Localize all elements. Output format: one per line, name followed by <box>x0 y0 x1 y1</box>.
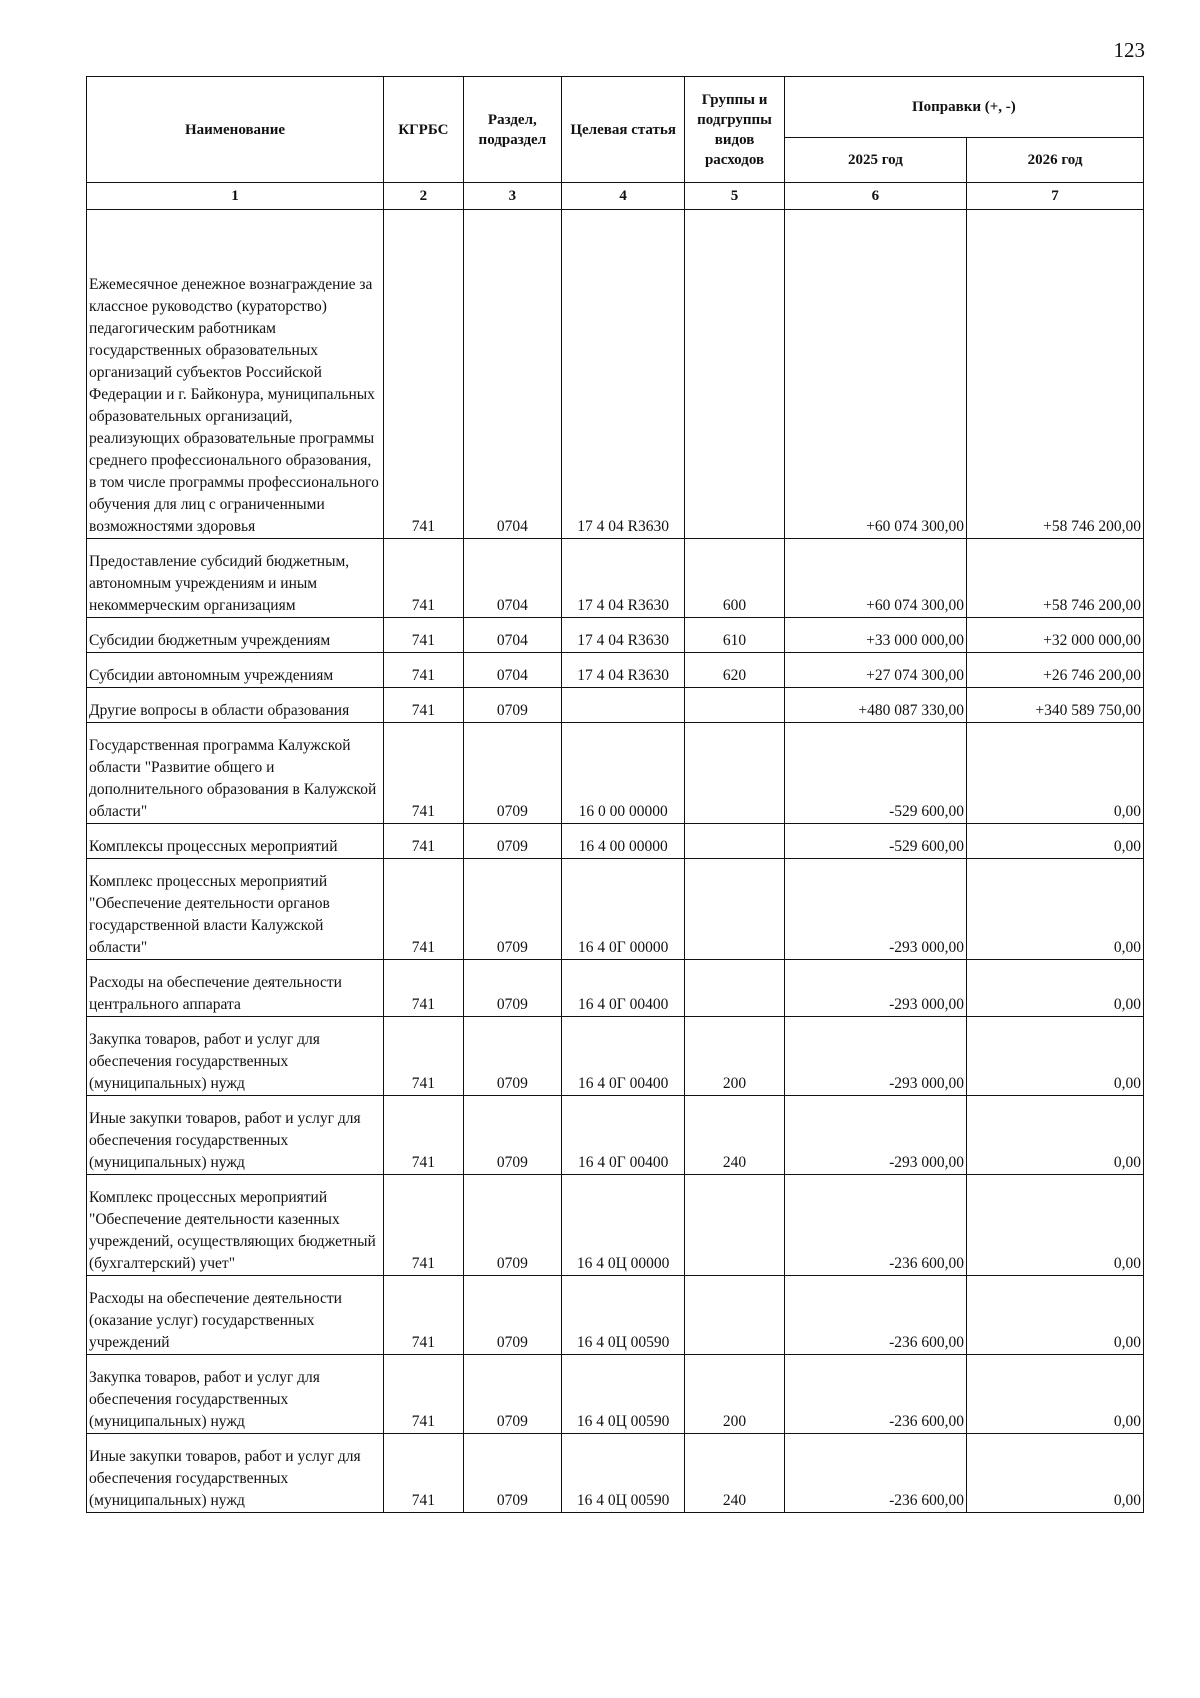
cell-target: 16 4 0Г 00400 <box>561 960 684 1017</box>
cell-kgrbs: 741 <box>384 723 464 824</box>
cell-section: 0709 <box>463 1017 561 1096</box>
cell-amount-2025: -293 000,00 <box>784 960 966 1017</box>
cell-name: Государственная программа Калужской области "Развитие общего и дополнительного образования в Калужской области" <box>87 723 384 824</box>
cell-name: Субсидии автономным учреждениям <box>87 653 384 688</box>
cell-kgrbs: 741 <box>384 618 464 653</box>
cell-amount-2025: -236 600,00 <box>784 1276 966 1355</box>
cell-amount-2025: +60 074 300,00 <box>784 240 966 539</box>
cell-kgrbs: 741 <box>384 688 464 723</box>
table-row <box>87 539 1144 618</box>
cell-group: 200 <box>685 1017 784 1096</box>
table-row <box>87 1096 1144 1175</box>
cell-group <box>685 1175 784 1276</box>
cell-amount-2026: 0,00 <box>967 824 1144 859</box>
header-amendments: Поправки (+, -) <box>784 77 1143 138</box>
cell-target: 16 4 0Ц 00590 <box>561 1434 684 1513</box>
cell-group <box>685 723 784 824</box>
column-number-4: 4 <box>561 183 684 210</box>
cell-amount-2026: 0,00 <box>967 723 1144 824</box>
cell-group <box>685 859 784 960</box>
cell-section: 0709 <box>463 688 561 723</box>
cell-target: 16 0 00 00000 <box>561 723 684 824</box>
column-number-2: 2 <box>384 183 464 210</box>
table-row <box>87 824 1144 859</box>
cell-section: 0704 <box>463 539 561 618</box>
cell-group <box>685 960 784 1017</box>
cell-amount-2025: +33 000 000,00 <box>784 618 966 653</box>
cell-kgrbs: 741 <box>384 539 464 618</box>
cell-section: 0709 <box>463 1175 561 1276</box>
header-name: Наименование <box>87 77 384 183</box>
cell-target: 16 4 0Г 00400 <box>561 1096 684 1175</box>
cell-kgrbs: 741 <box>384 1276 464 1355</box>
cell-name: Предоставление субсидий бюджетным, автономным учреждениям и иным некоммерческим организациям <box>87 539 384 618</box>
budget-amendments-table <box>86 76 1144 1513</box>
cell-group <box>685 688 784 723</box>
cell-amount-2026: 0,00 <box>967 1355 1144 1434</box>
cell-target: 16 4 0Ц 00590 <box>561 1276 684 1355</box>
cell-name: Закупка товаров, работ и услуг для обеспечения государственных (муниципальных) нужд <box>87 1017 384 1096</box>
cell-group <box>685 240 784 539</box>
cell-section: 0704 <box>463 618 561 653</box>
cell-amount-2026: +58 746 200,00 <box>967 539 1144 618</box>
cell-kgrbs: 741 <box>384 1434 464 1513</box>
cell-target: 16 4 0Г 00400 <box>561 1017 684 1096</box>
cell-target: 16 4 0Ц 00000 <box>561 1175 684 1276</box>
page-number: 123 <box>1113 38 1145 62</box>
cell-name: Расходы на обеспечение деятельности центрального аппарата <box>87 960 384 1017</box>
cell-name: Комплексы процессных мероприятий <box>87 824 384 859</box>
cell-name: Другие вопросы в области образования <box>87 688 384 723</box>
cell-section: 0704 <box>463 653 561 688</box>
cell-amount-2026: 0,00 <box>967 960 1144 1017</box>
column-number-5: 5 <box>685 183 784 210</box>
table-row <box>87 1175 1144 1276</box>
cell-name: Расходы на обеспечение деятельности (оказание услуг) государственных учреждений <box>87 1276 384 1355</box>
cell-name: Иные закупки товаров, работ и услуг для обеспечения государственных (муниципальных) нужд <box>87 1096 384 1175</box>
cell-kgrbs: 741 <box>384 859 464 960</box>
cell-target: 16 4 0Г 00000 <box>561 859 684 960</box>
cell-group: 620 <box>685 653 784 688</box>
cell-target: 16 4 0Ц 00590 <box>561 1355 684 1434</box>
cell-amount-2025: +27 074 300,00 <box>784 653 966 688</box>
cell-target: 17 4 04 R3630 <box>561 539 684 618</box>
header-target: Целевая статья <box>561 77 684 183</box>
cell-target: 17 4 04 R3630 <box>561 653 684 688</box>
table-row <box>87 240 1144 539</box>
cell-name: Комплекс процессных мероприятий "Обеспечение деятельности казенных учреждений, осуществляющих бюджетный (бухгалтерский) учет" <box>87 1175 384 1276</box>
table-row <box>87 859 1144 960</box>
cell-kgrbs: 741 <box>384 1355 464 1434</box>
cell-target <box>561 688 684 723</box>
header-groups: Группы и подгруппы видов расходов <box>685 77 784 183</box>
cell-amount-2025: +60 074 300,00 <box>784 539 966 618</box>
cell-amount-2025: +480 087 330,00 <box>784 688 966 723</box>
cell-amount-2025: -529 600,00 <box>784 824 966 859</box>
cell-group: 200 <box>685 1355 784 1434</box>
cell-name: Ежемесячное денежное вознаграждение за классное руководство (кураторство) педагогическим работникам государственных образовательных организаций субъектов Российской Федерации и г. Байконура, муниципальных образовательных организаций, реализующих образовательные программы среднего профессионального образования, в том числе программы профессионального обучения для лиц с ограниченными возможностями здоровья <box>87 240 384 539</box>
cell-section: 0704 <box>463 240 561 539</box>
cell-section: 0709 <box>463 1096 561 1175</box>
cell-section: 0709 <box>463 824 561 859</box>
header-year-2026: 2026 год <box>967 138 1144 183</box>
cell-amount-2026: +26 746 200,00 <box>967 653 1144 688</box>
cell-target: 17 4 04 R3630 <box>561 240 684 539</box>
column-number-3: 3 <box>463 183 561 210</box>
column-number-1: 1 <box>87 183 384 210</box>
cell-amount-2026: 0,00 <box>967 1017 1144 1096</box>
table-row <box>87 688 1144 723</box>
table-row <box>87 1017 1144 1096</box>
cell-name: Комплекс процессных мероприятий "Обеспечение деятельности органов государственной власти Калужской области" <box>87 859 384 960</box>
cell-amount-2026: 0,00 <box>967 1096 1144 1175</box>
cell-section: 0709 <box>463 1276 561 1355</box>
cell-amount-2025: -236 600,00 <box>784 1175 966 1276</box>
cell-group: 600 <box>685 539 784 618</box>
cell-amount-2026: +32 000 000,00 <box>967 618 1144 653</box>
cell-amount-2025: -529 600,00 <box>784 723 966 824</box>
cell-amount-2026: 0,00 <box>967 1175 1144 1276</box>
column-number-7: 7 <box>967 183 1144 210</box>
cell-section: 0709 <box>463 723 561 824</box>
header-kgrbs: КГРБС <box>384 77 464 183</box>
cell-amount-2025: -236 600,00 <box>784 1434 966 1513</box>
column-number-6: 6 <box>784 183 966 210</box>
table-row <box>87 1355 1144 1434</box>
table-row <box>87 1434 1144 1513</box>
cell-section: 0709 <box>463 1355 561 1434</box>
cell-section: 0709 <box>463 960 561 1017</box>
cell-kgrbs: 741 <box>384 1096 464 1175</box>
header-year-2025: 2025 год <box>784 138 966 183</box>
header-section: Раздел, подраздел <box>463 77 561 183</box>
cell-target: 16 4 00 00000 <box>561 824 684 859</box>
cell-group <box>685 1276 784 1355</box>
cell-kgrbs: 741 <box>384 1017 464 1096</box>
cell-amount-2025: -293 000,00 <box>784 1017 966 1096</box>
table-row <box>87 1276 1144 1355</box>
cell-amount-2025: -236 600,00 <box>784 1355 966 1434</box>
cell-target: 17 4 04 R3630 <box>561 618 684 653</box>
cell-amount-2026: +58 746 200,00 <box>967 240 1144 539</box>
cell-amount-2026: 0,00 <box>967 859 1144 960</box>
cell-group: 610 <box>685 618 784 653</box>
cell-section: 0709 <box>463 859 561 960</box>
table-row <box>87 723 1144 824</box>
cell-amount-2025: -293 000,00 <box>784 1096 966 1175</box>
cell-name: Субсидии бюджетным учреждениям <box>87 618 384 653</box>
table-row <box>87 618 1144 653</box>
cell-amount-2026: +340 589 750,00 <box>967 688 1144 723</box>
table-row <box>87 653 1144 688</box>
cell-kgrbs: 741 <box>384 1175 464 1276</box>
cell-amount-2026: 0,00 <box>967 1434 1144 1513</box>
cell-name: Иные закупки товаров, работ и услуг для обеспечения государственных (муниципальных) нужд <box>87 1434 384 1513</box>
cell-name: Закупка товаров, работ и услуг для обеспечения государственных (муниципальных) нужд <box>87 1355 384 1434</box>
cell-group: 240 <box>685 1434 784 1513</box>
cell-group <box>685 824 784 859</box>
cell-group: 240 <box>685 1096 784 1175</box>
table-row <box>87 960 1144 1017</box>
spacer-row <box>87 210 1144 241</box>
cell-section: 0709 <box>463 1434 561 1513</box>
cell-kgrbs: 741 <box>384 240 464 539</box>
cell-kgrbs: 741 <box>384 824 464 859</box>
cell-kgrbs: 741 <box>384 960 464 1017</box>
cell-amount-2026: 0,00 <box>967 1276 1144 1355</box>
cell-amount-2025: -293 000,00 <box>784 859 966 960</box>
cell-kgrbs: 741 <box>384 653 464 688</box>
